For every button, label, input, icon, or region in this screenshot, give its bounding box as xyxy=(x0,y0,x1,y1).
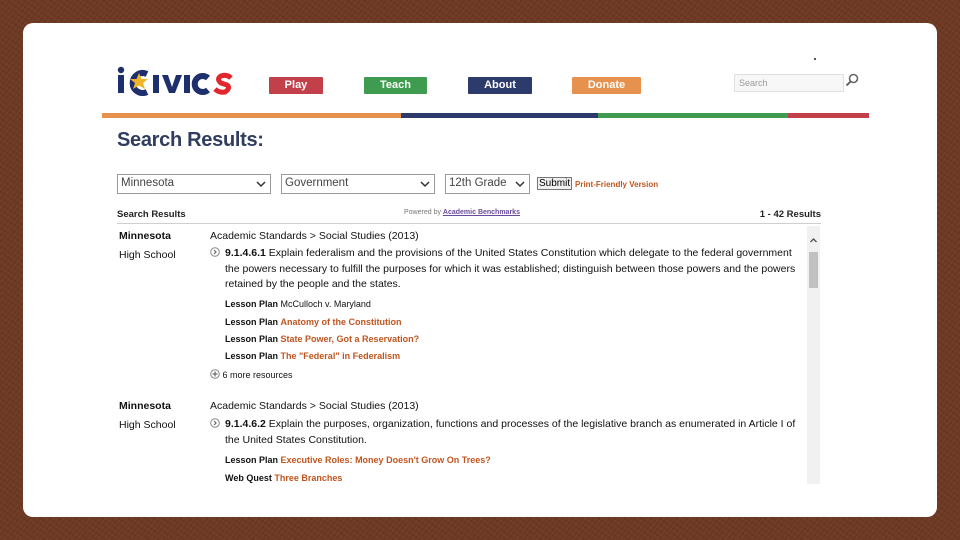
powered-by-label: Powered by xyxy=(404,209,441,216)
resource-type: Lesson Plan xyxy=(225,299,279,309)
scrollbar-thumb[interactable] xyxy=(809,252,818,288)
resource-item xyxy=(225,473,342,483)
submit-button[interactable]: Submit xyxy=(539,178,571,189)
resource-type: Web Quest xyxy=(225,473,272,483)
chevron-down-icon xyxy=(514,178,526,190)
resource-link[interactable]: Anatomy of the Constitution xyxy=(280,317,402,327)
icivics-logo-graphic xyxy=(117,66,241,96)
resource-type: Lesson Plan xyxy=(225,455,279,465)
results-count: 1 - 42 Results xyxy=(759,209,821,220)
powered-by xyxy=(404,209,520,216)
result-code: 9.1.4.6.2 xyxy=(225,418,266,430)
nav-teach-button[interactable]: Teach xyxy=(364,77,427,94)
header-stripe-red xyxy=(788,113,869,118)
results-scrollbar[interactable] xyxy=(807,226,820,484)
result-state: Minnesota xyxy=(119,230,171,242)
result-description-text: Explain federalism and the provisions of the United States Constitution which delegate to the federal government the powers necessary to fulfill the purposes for which it was established; distinguish between those powers and the powers retained by the people and the states. xyxy=(225,247,796,290)
nav-about-button[interactable]: About xyxy=(468,77,532,94)
subject-select[interactable] xyxy=(281,174,435,194)
nav-donate-button[interactable]: Donate xyxy=(572,77,641,94)
result-description xyxy=(225,246,800,293)
search-icon[interactable] xyxy=(845,73,859,87)
header-stripe-green xyxy=(598,113,788,118)
icivics-logo[interactable] xyxy=(117,66,237,96)
result-description xyxy=(225,417,800,448)
resource-title: McCulloch v. Maryland xyxy=(280,299,371,309)
grade-select-value: 12th Grade xyxy=(449,177,507,189)
results-header xyxy=(117,209,821,224)
header-stripe-navy xyxy=(401,113,598,118)
resource-link[interactable]: Three Branches xyxy=(274,473,343,483)
expand-arrow-icon[interactable] xyxy=(210,418,220,428)
more-resources[interactable] xyxy=(210,369,293,380)
resource-type: Lesson Plan xyxy=(225,334,279,344)
header-stripe-orange xyxy=(102,113,401,118)
print-friendly-link[interactable]: Print-Friendly Version xyxy=(575,180,659,189)
search-input[interactable]: Search xyxy=(734,74,844,92)
resource-item xyxy=(225,334,419,344)
nav-play-button[interactable]: Play xyxy=(269,77,323,94)
resource-type: Lesson Plan xyxy=(225,351,279,361)
state-select[interactable] xyxy=(117,174,271,194)
result-standard: Academic Standards > Social Studies (2013) xyxy=(210,230,419,242)
resource-type: Lesson Plan xyxy=(225,317,279,327)
grade-select[interactable] xyxy=(445,174,530,194)
chevron-down-icon xyxy=(419,178,431,190)
resource-link[interactable]: State Power, Got a Reservation? xyxy=(280,334,420,344)
chevron-up-icon[interactable] xyxy=(809,236,818,245)
result-state: Minnesota xyxy=(119,400,171,412)
page-title: Search Results: xyxy=(117,129,264,151)
results-header-label: Search Results xyxy=(117,209,186,220)
resource-item xyxy=(225,455,491,465)
state-select-value: Minnesota xyxy=(121,177,175,189)
resource-item xyxy=(225,317,402,327)
resource-link[interactable]: Executive Roles: Money Doesn't Grow On Trees? xyxy=(280,455,491,465)
plus-circle-icon xyxy=(210,369,220,379)
subject-select-value: Government xyxy=(285,177,349,189)
more-resources-label: 6 more resources xyxy=(222,370,293,380)
result-standard: Academic Standards > Social Studies (2013) xyxy=(210,400,419,412)
result-level: High School xyxy=(119,419,176,431)
academic-benchmarks-link[interactable]: Academic Benchmarks xyxy=(442,209,520,216)
result-code: 9.1.4.6.1 xyxy=(225,247,266,259)
results-list[interactable] xyxy=(117,226,807,484)
chevron-down-icon xyxy=(255,178,267,190)
resource-item xyxy=(225,351,400,361)
result-level: High School xyxy=(119,249,176,261)
result-description-text: Explain the purposes, organization, functions and processes of the legislative branch as enumerated in Article I of the United States Constitution. xyxy=(225,418,796,446)
resource-item xyxy=(225,299,371,309)
decorative-dot xyxy=(814,58,816,60)
expand-arrow-icon[interactable] xyxy=(210,247,220,257)
resource-link[interactable]: The "Federal" in Federalism xyxy=(280,351,401,361)
